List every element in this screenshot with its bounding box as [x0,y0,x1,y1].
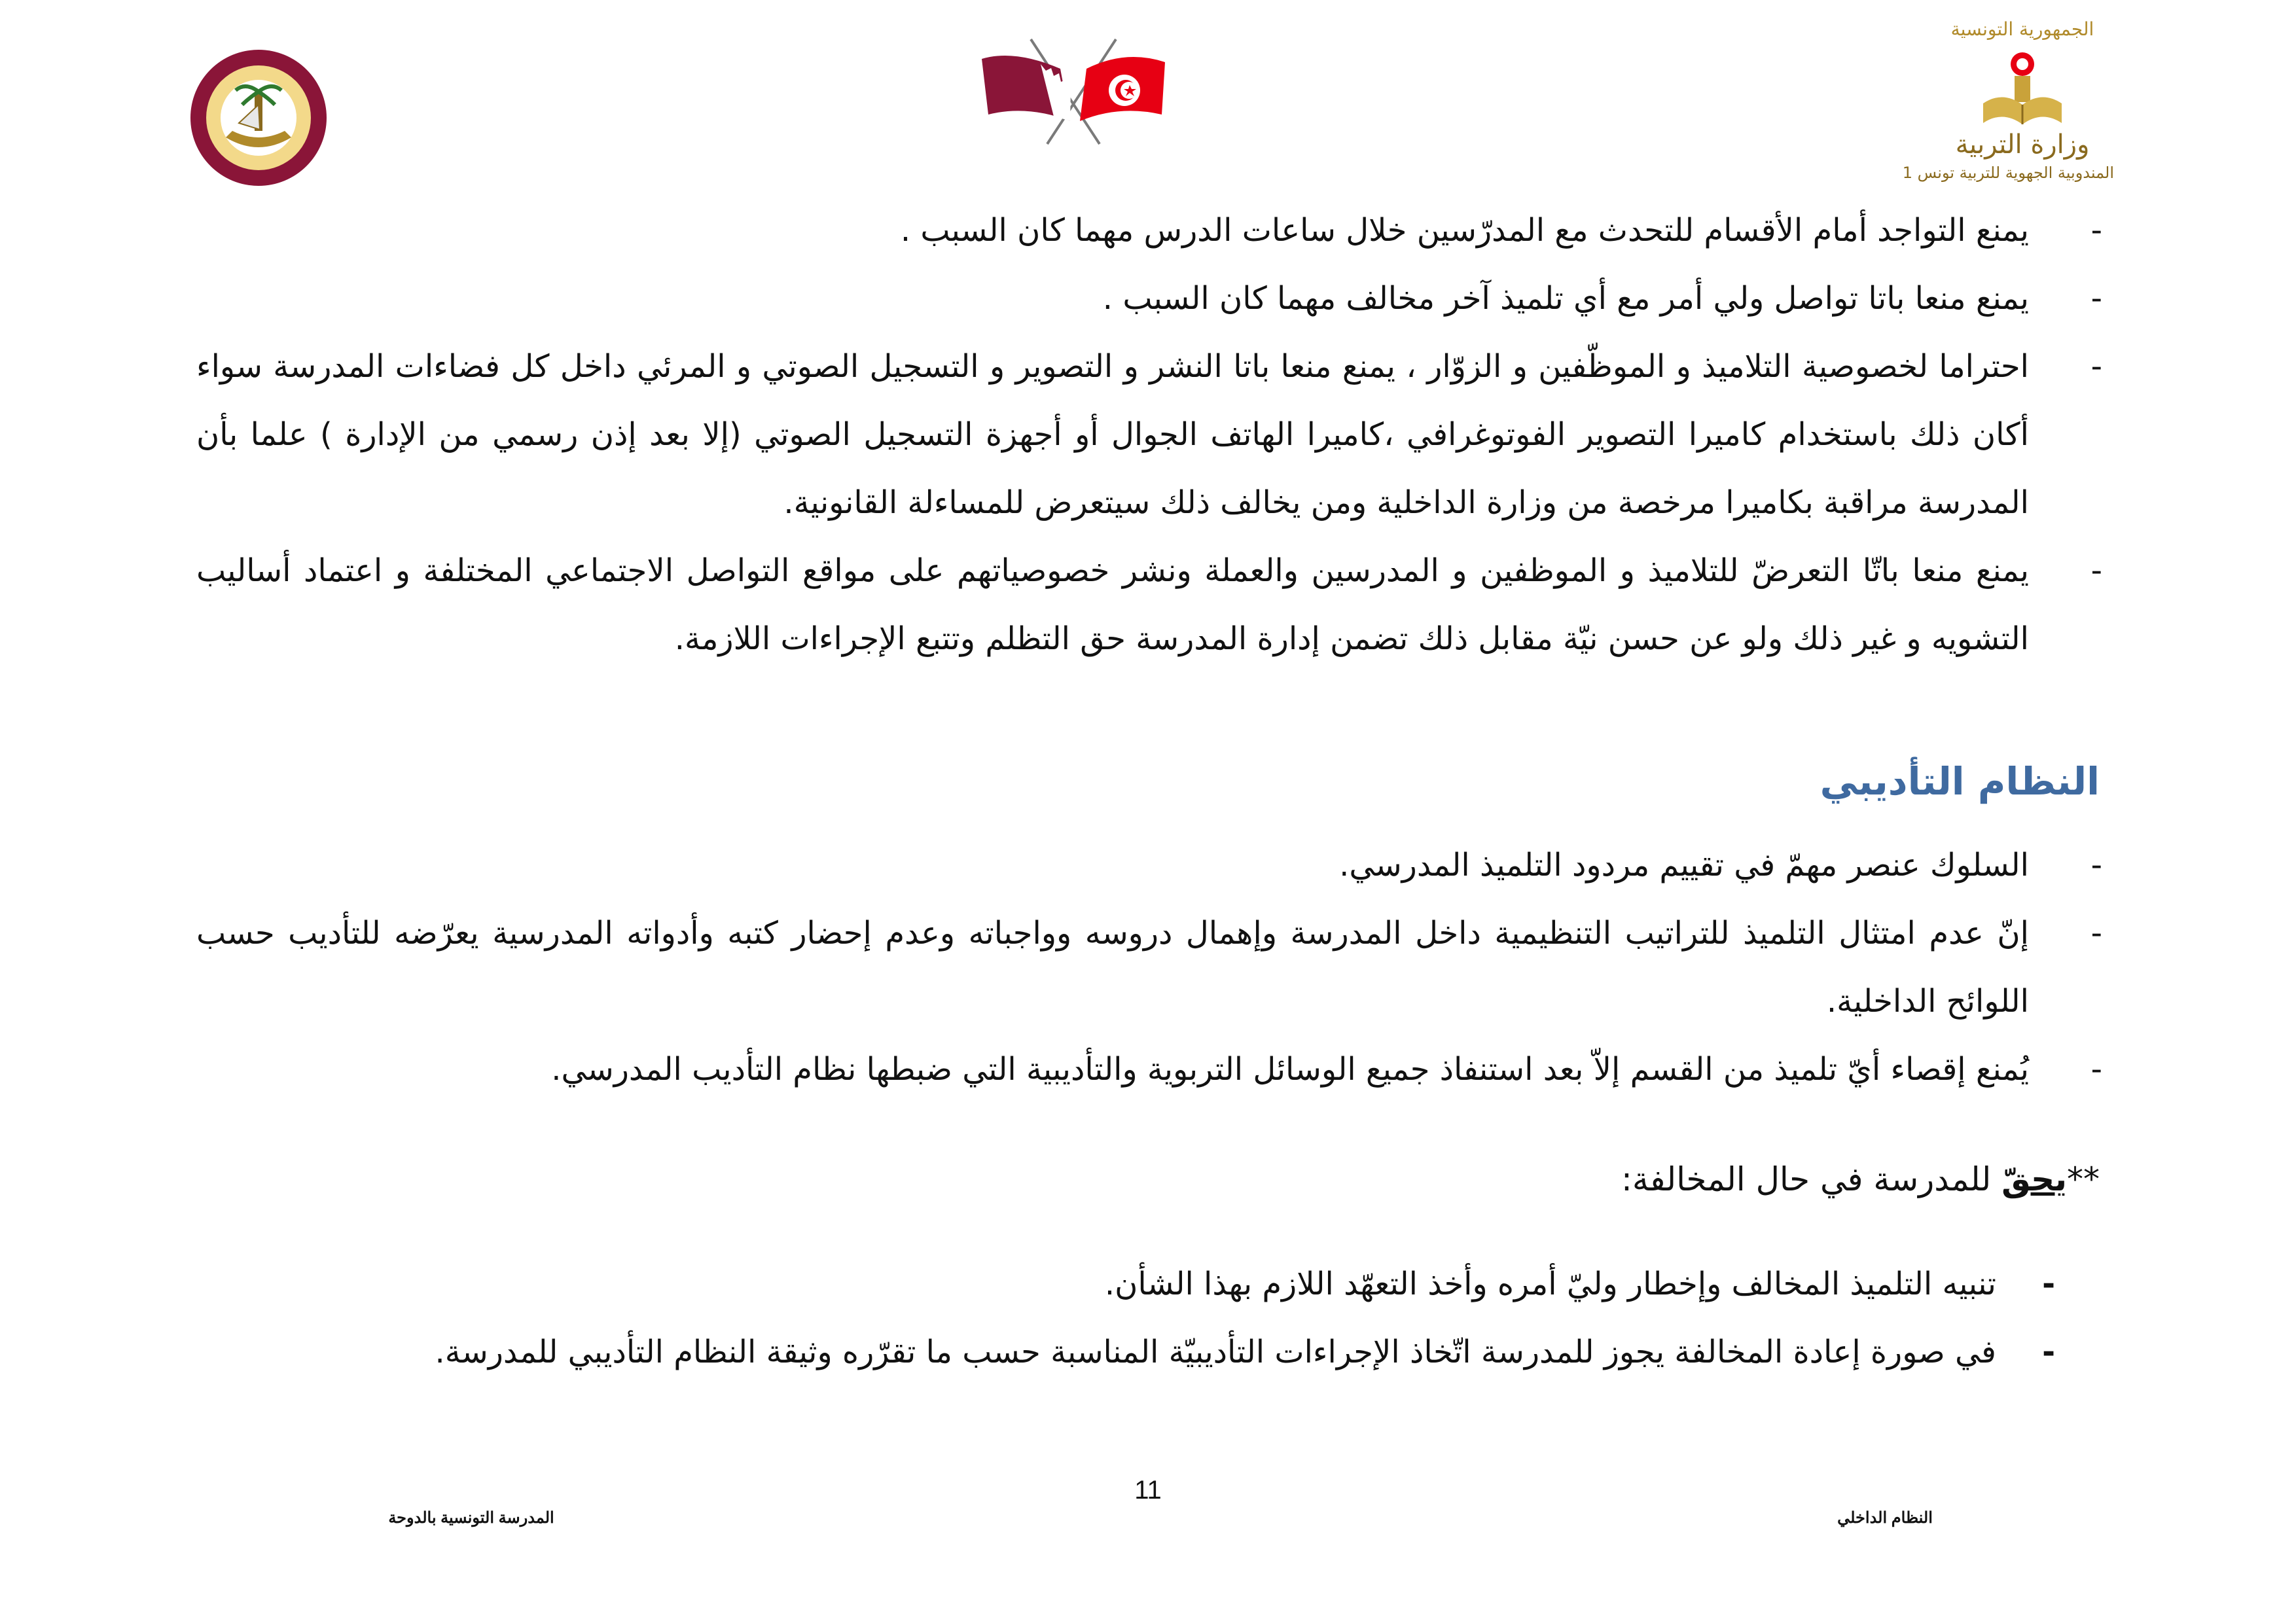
list-item [196,196,2108,264]
bullet-dash: - [2042,1266,2055,1302]
violation-text: تنبيه التلميذ المخالف وإخطار وليّ أمره وأخذ التعهّد اللازم بهذا الشأن. [1104,1266,1996,1302]
crossed-flags-icon [969,33,1178,151]
open-book-emblem-icon [1977,45,2068,130]
list-item [196,1035,2108,1103]
list-item [196,899,2108,1035]
rule-text: يمنع منعا باتا تواصل ولي أمر مع أي تلميذ آخر مخالف مهما كان السبب . [1102,280,2029,317]
rule-text: يمنع التواجد أمام الأقسام للتحدث مع المدرّسين خلال ساعات الدرس مهما كان السبب . [900,212,2029,249]
footer-document-title: النظام الداخلي [1837,1509,1933,1527]
list-item [419,1318,2055,1386]
violation-section [419,1250,2055,1386]
discipline-section-title: النظام التأديبي [1820,759,2100,804]
bullet-dash: - [2090,915,2102,952]
bullet-dash: - [2090,552,2102,589]
list-item [196,537,2108,673]
tunisia-ministry-logo [1902,18,2114,182]
rules-section [196,196,2108,673]
list-item [196,264,2108,332]
discipline-list [196,831,2108,1103]
qatar-ministry-logo [187,46,331,190]
rule-text: يمنع منعا باتّا التعرضّ للتلاميذ و الموظفين و المدرسين والعملة ونشر خصوصياتهم على مواقع التواصل الاجتماعي المختلفة و اعتماد أساليب التشويه و غير ذلك ولو عن حسن نيّة مقابل ذلك تضمن إدارة المدرسة حق التظلم وتتبع الإجراءات اللازمة. [196,552,2029,657]
discipline-text: السلوك عنصر مهمّ في تقييم مردود التلميذ المدرسي. [1339,847,2029,883]
violation-text: في صورة إعادة المخالفة يجوز للمدرسة اتّخاذ الإجراءات التأديبيّة المناسبة حسب ما تقرّره وثيقة النظام التأديبي للمدرسة. [435,1334,1996,1370]
bullet-dash: - [2090,847,2102,883]
rule-text: احتراما لخصوصية التلاميذ و الموظّفين و الزوّار ، يمنع منعا باتا النشر و التصوير و التسجيل الصوتي و المرئي داخل كل فضاءات المدرسة سواء أكان ذلك باستخدام كاميرا التصوير الفوتوغرافي ،كاميرا الهاتف الجوال أو أجهزة التسجيل الصوتي (إلا بعد إذن رسمي من الإدارة ) علما بأن المدرسة مراقبة بكاميرا مرخصة من وزارة الداخلية ومن يخالف ذلك سيتعرض للمساءلة القانونية. [196,348,2029,521]
bullet-dash: - [2090,212,2102,249]
violation-list [419,1250,2055,1386]
tunisia-logo-subtitle: المندوبية الجهوية للتربية تونس 1 [1902,164,2114,182]
list-item [419,1250,2055,1318]
tunisia-ministry-name: وزارة التربية [1955,130,2090,160]
violation-underlined-word: يحقّ [2001,1160,2067,1198]
bullet-dash: - [2090,348,2102,385]
list-item [196,332,2108,537]
bullet-dash: - [2042,1334,2055,1370]
violation-prefix: ** [2067,1160,2100,1198]
list-item [196,831,2108,899]
page-number: 11 [1134,1476,1162,1505]
bullet-dash: - [2090,280,2102,317]
violation-heading-rest: للمدرسة في حال المخالفة: [1621,1160,2002,1198]
tunisia-logo-top-text: الجمهورية التونسية [1950,18,2094,40]
discipline-text: يُمنع إقصاء أيّ تلميذ من القسم إلاّ بعد استنفاذ جميع الوسائل التربوية والتأديبية التي ضبطها نظام التأديب المدرسي. [551,1051,2029,1088]
discipline-text: إنّ عدم امتثال التلميذ للتراتيب التنظيمية داخل المدرسة وإهمال دروسه وواجباته وعدم إحضار كتبه وأدواته المدرسية يعرّضه للتأديب حسب اللوائح الداخلية. [196,915,2029,1020]
rules-list [196,196,2108,673]
violation-heading [1183,1145,2100,1213]
footer-school-name: المدرسة التونسية بالدوحة [388,1509,554,1527]
discipline-section [196,831,2108,1103]
bullet-dash: - [2090,1051,2102,1088]
